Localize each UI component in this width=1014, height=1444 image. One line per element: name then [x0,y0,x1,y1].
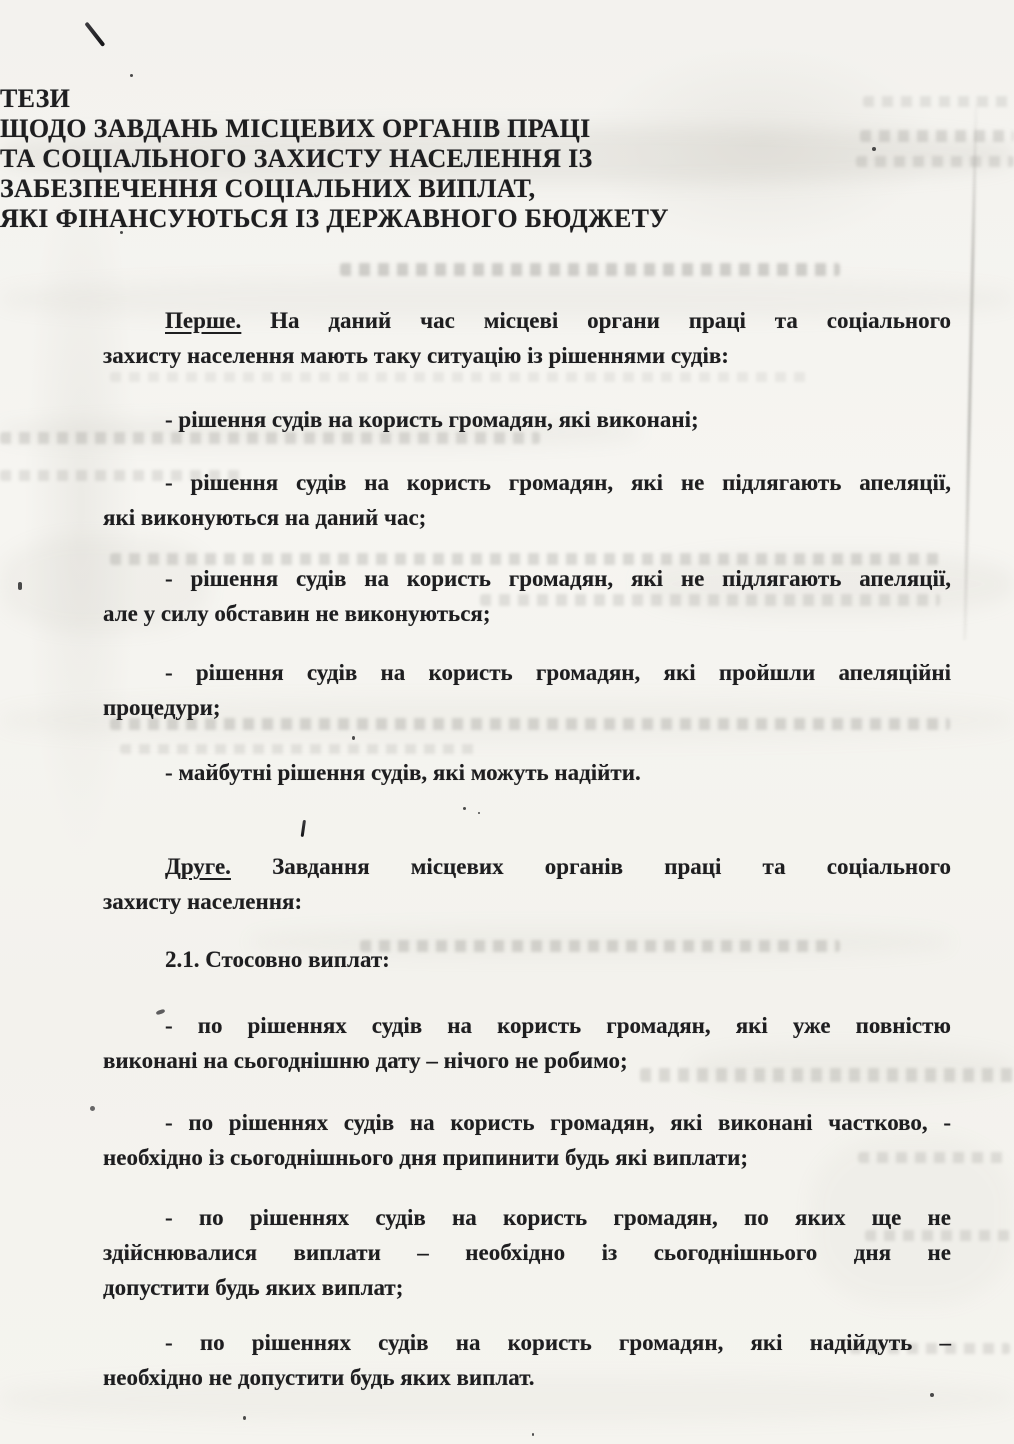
ink-speck [243,1416,246,1420]
list-item-line: - по рішеннях судів на користь громадян, які надійдуть – [165,1330,951,1355]
paragraph-text: Завдання місцевих органів праці та соціального [272,854,952,879]
list-item-line: необхідно із сьогоднішнього дня припинити будь які виплати; [103,1145,748,1170]
list-item-6 [103,1008,951,1078]
paragraph-line [103,849,951,884]
paragraph-line: захисту населення мають таку ситуацію із рішеннями судів: [103,343,729,368]
list-item-line: - рішення судів на користь громадян, які не підлягають апеляції, [165,470,951,495]
underlined-lead-word: Друге. [165,854,231,879]
paragraph-first [103,303,951,373]
title-line: ЯКІ ФІНАНСУЮТЬСЯ ІЗ ДЕРЖАВНОГО БЮДЖЕТУ [0,204,669,233]
pen-mark [84,22,105,47]
paragraph-second [103,849,951,919]
paragraph-line: захисту населення: [103,889,303,914]
list-item-7 [103,1105,951,1175]
list-item-line: допустити будь яких виплат; [103,1275,404,1300]
title-line: ЩОДО ЗАВДАНЬ МІСЦЕВИХ ОРГАНІВ ПРАЦІ [0,114,591,143]
list-item-line: - майбутні рішення судів, які можуть надійти. [165,760,641,785]
ink-speck [463,807,466,810]
section-heading-line: 2.1. Стосовно виплат: [165,947,390,972]
list-item-line: процедури; [103,695,221,720]
document-title [0,84,1014,234]
ink-speck [18,582,22,590]
list-item-line: - по рішеннях судів на користь громадян, по яких ще не [165,1205,951,1230]
list-item-line: але у силу обставин не виконуються; [103,601,491,626]
list-item-3 [103,561,951,631]
ink-speck [478,812,480,814]
list-item-line: здійснювалися виплати – необхідно із сьогоднішнього дня не [103,1240,951,1265]
list-item-8 [103,1200,951,1305]
list-item-line: необхідно не допустити будь яких виплат. [103,1365,535,1390]
list-item-line: - рішення судів на користь громадян, які не підлягають апеляції, [165,566,951,591]
ink-speck [90,1106,95,1111]
bleedthrough-artifact [120,744,480,754]
ink-speck [532,1433,534,1436]
title-line: ЗАБЕЗПЕЧЕННЯ СОЦІАЛЬНИХ ВИПЛАТ, [0,174,536,203]
list-item-line: виконані на сьогоднішню дату – нічого не робимо; [103,1048,628,1073]
bleedthrough-artifact [110,372,810,382]
list-item-9 [103,1325,951,1395]
bleedthrough-artifact [340,263,840,276]
list-item-line: - рішення судів на користь громадян, які пройшли апеляційні [165,660,951,685]
list-item-line: - по рішеннях судів на користь громадян, які уже повністю [165,1013,951,1038]
title-line: ТЕЗИ [0,84,71,113]
list-item-4 [103,655,951,725]
ink-speck [130,74,133,77]
title-line: ТА СОЦІАЛЬНОГО ЗАХИСТУ НАСЕЛЕННЯ ІЗ [0,144,593,173]
list-item-2 [103,465,951,535]
ink-speck [352,736,355,740]
underlined-lead-word: Перше. [165,308,242,333]
pen-mark [301,820,306,837]
list-item-line: - рішення судів на користь громадян, які виконані; [165,407,699,432]
paragraph-line [103,303,951,338]
list-item-line: які виконуються на даний час; [103,505,427,530]
list-item-5 [103,755,951,790]
list-item-line: - по рішеннях судів на користь громадян, які виконані частково, - [165,1110,951,1135]
section-heading-2-1 [103,942,951,977]
paragraph-text: На даний час місцеві органи праці та соціального [270,308,951,333]
list-item-1 [103,402,951,437]
